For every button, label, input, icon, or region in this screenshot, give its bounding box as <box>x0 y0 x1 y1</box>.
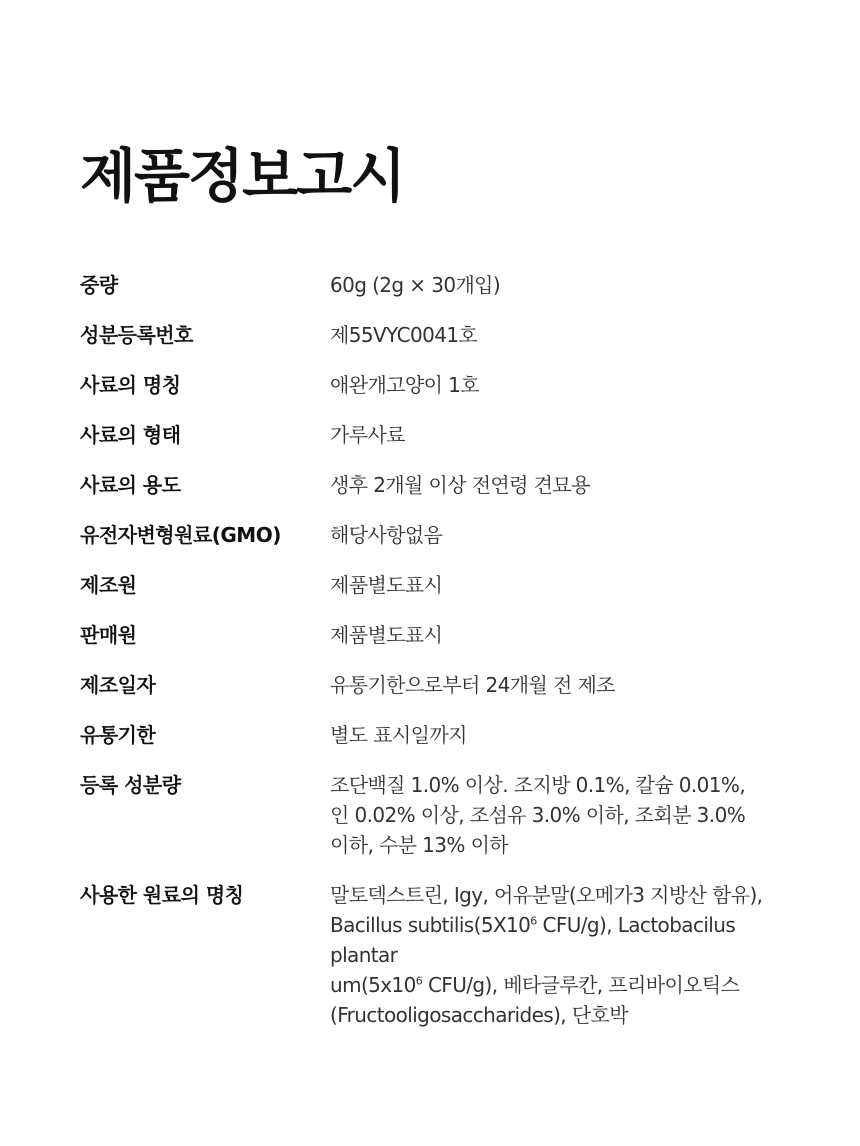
info-row-feed-usage <box>80 470 800 500</box>
info-value: 조단백질 1.0% 이상. 조지방 0.1%, 칼슘 0.01%, 인 0.02% 이상, 조섬유 3.0% 이하, 조회분 3.0% 이하, 수분 13% 이하 <box>330 773 746 857</box>
info-row-feed-name <box>80 370 800 400</box>
info-label: 사료의 용도 <box>80 473 181 497</box>
info-label: 유전자변형원료(GMO) <box>80 523 281 547</box>
info-row-manufacturer <box>80 570 800 600</box>
superscript: 6 <box>415 974 423 988</box>
info-label: 판매원 <box>80 623 137 647</box>
value-text: CFU/g), 베타글루칸, 프리바이오틱스 (Fructooligosaccharides), 단호박 <box>330 973 740 1027</box>
info-label: 등록 성분량 <box>80 773 181 797</box>
value-text: CFU/g), Lactobacilus plantar um(5x10 <box>330 913 736 997</box>
info-value <box>330 880 800 1030</box>
info-row-weight <box>80 270 800 300</box>
info-value: 60g (2g × 30개입) <box>330 273 501 297</box>
info-value: 유통기한으로부터 24개월 전 제조 <box>330 673 615 697</box>
info-value: 제품별도표시 <box>330 623 443 647</box>
superscript: 6 <box>530 914 537 928</box>
info-value: 가루사료 <box>330 423 405 447</box>
info-row-feed-form <box>80 420 800 450</box>
info-row-expiration <box>80 720 800 750</box>
info-label: 유통기한 <box>80 723 156 747</box>
info-label: 제조일자 <box>80 673 156 697</box>
info-row-gmo <box>80 520 800 550</box>
info-value: 별도 표시일까지 <box>330 723 467 747</box>
product-info-table <box>80 270 800 1050</box>
info-label: 사용한 원료의 명칭 <box>80 883 244 907</box>
info-value: 제품별도표시 <box>330 573 443 597</box>
info-row-manufacture-date <box>80 670 800 700</box>
info-value: 제55VYC0041호 <box>330 323 478 347</box>
info-label: 제조원 <box>80 573 137 597</box>
info-row-raw-materials <box>80 880 800 1030</box>
info-label: 사료의 명칭 <box>80 373 181 397</box>
info-row-registered-ingredients <box>80 770 800 860</box>
page-title: 제품정보고시 <box>80 142 405 210</box>
value-text: 말토덱스트린, Igy, 어유분말(오메가3 지방산 함유), Bacillus subtilis(5X10 <box>330 883 763 937</box>
info-value: 생후 2개월 이상 전연령 견묘용 <box>330 473 590 497</box>
info-label: 성분등록번호 <box>80 323 193 347</box>
info-row-registration-number <box>80 320 800 350</box>
info-row-seller <box>80 620 800 650</box>
info-value: 해당사항없음 <box>330 523 443 547</box>
info-label: 사료의 형태 <box>80 423 181 447</box>
info-value: 애완개고양이 1호 <box>330 373 479 397</box>
info-label: 중량 <box>80 273 118 297</box>
